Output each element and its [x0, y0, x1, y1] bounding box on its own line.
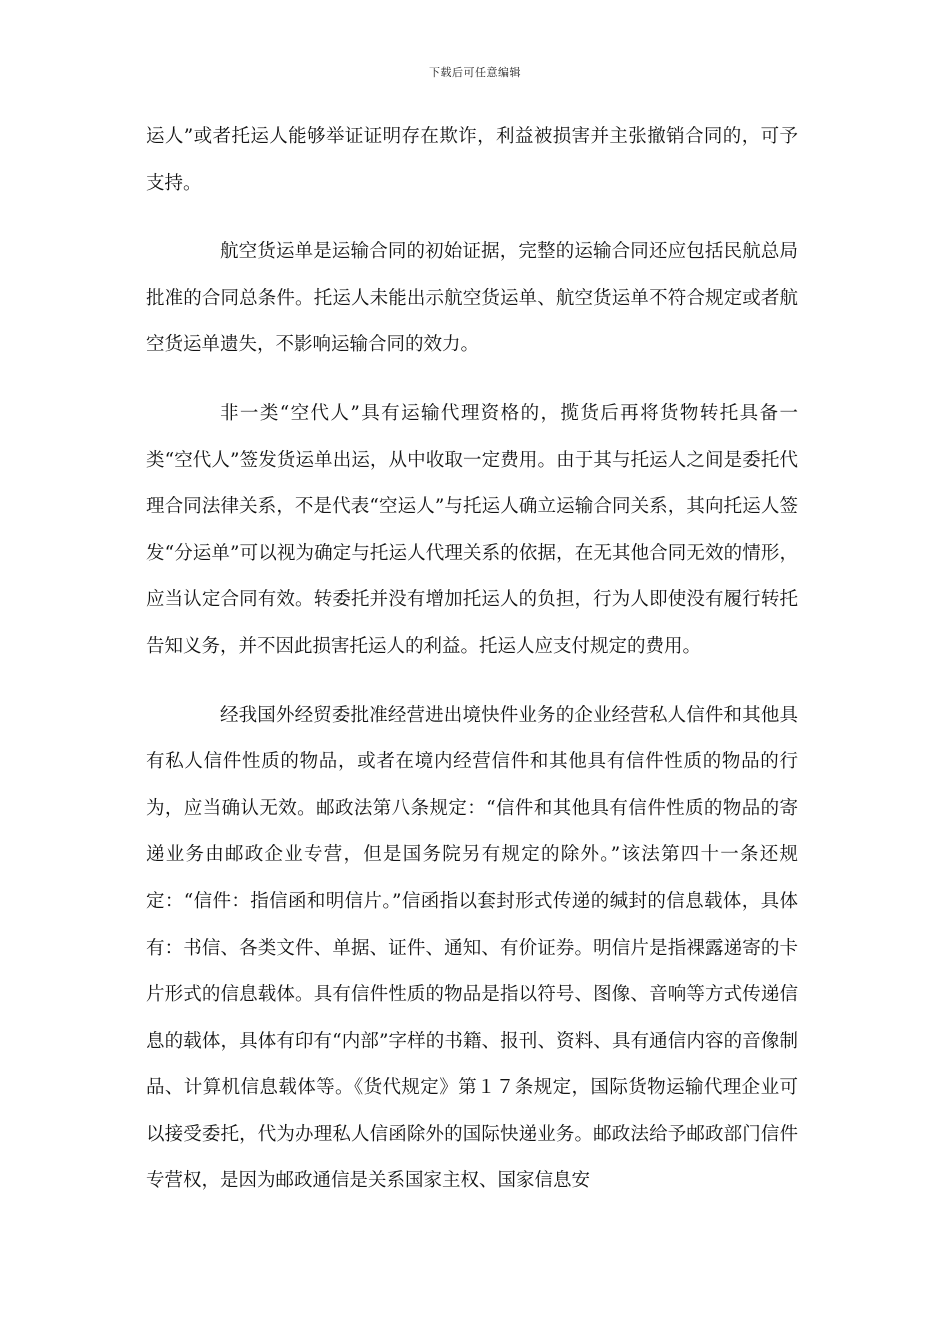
paragraph-4: 经我国外经贸委批准经营进出境快件业务的企业经营私人信件和其他具有私人信件性质的物品，或者在境内经营信件和其他具有信件性质的物品的行为，应当确认无效。邮政法第八条规定：“信件和其他具有信件性质的物品的寄递业务由邮政企业专营，但是国务院另有规定的除外。”该法第四十一条还规定：“信件：指信函和明信片。”信函指以套封形式传递的缄封的信息载体，具体有：书信、各类文件、单据、证件、通知、有价证券。明信片是指裸露递寄的卡片形式的信息载体。具有信件性质的物品是指以符号、图像、音响等方式传递信息的载体，具体有印有“内部”字样的书籍、报刊、资料、具有通信内容的音像制品、计算机信息载体等。《货代规定》第１７条规定，国际货物运输代理企业可以接受委托，代为办理私人信函除外的国际快递业务。邮政法给予邮政部门信件专营权，是因为邮政通信是关系国家主权、国家信息安 — [146, 704, 798, 1192]
page-header: 下载后可任意编辑 — [429, 66, 521, 79]
paragraph-1: 运人”或者托运人能够举证证明存在欺诈，利益被损害并主张撤销合同的，可予支持。 — [146, 126, 798, 194]
paragraph-3: 非一类“空代人”具有运输代理资格的，揽货后再将货物转托具备一类“空代人”签发货运单出运，从中收取一定费用。由于其与托运人之间是委托代理合同法律关系，不是代表“空运人”与托运人确立运输合同关系，其向托运人签发“分运单”可以视为确定与托运人代理关系的依据，在无其他合同无效的情形，应当认定合同有效。转委托并没有增加托运人的负担，行为人即使没有履行转托告知义务，并不因此损害托运人的利益。托运人应支付规定的费用。 — [146, 402, 798, 657]
document-body — [146, 114, 798, 1227]
paragraph-2: 航空货运单是运输合同的初始证据，完整的运输合同还应包括民航总局批准的合同总条件。托运人未能出示航空货运单、航空货运单不符合规定或者航空货运单遗失，不影响运输合同的效力。 — [146, 241, 798, 356]
